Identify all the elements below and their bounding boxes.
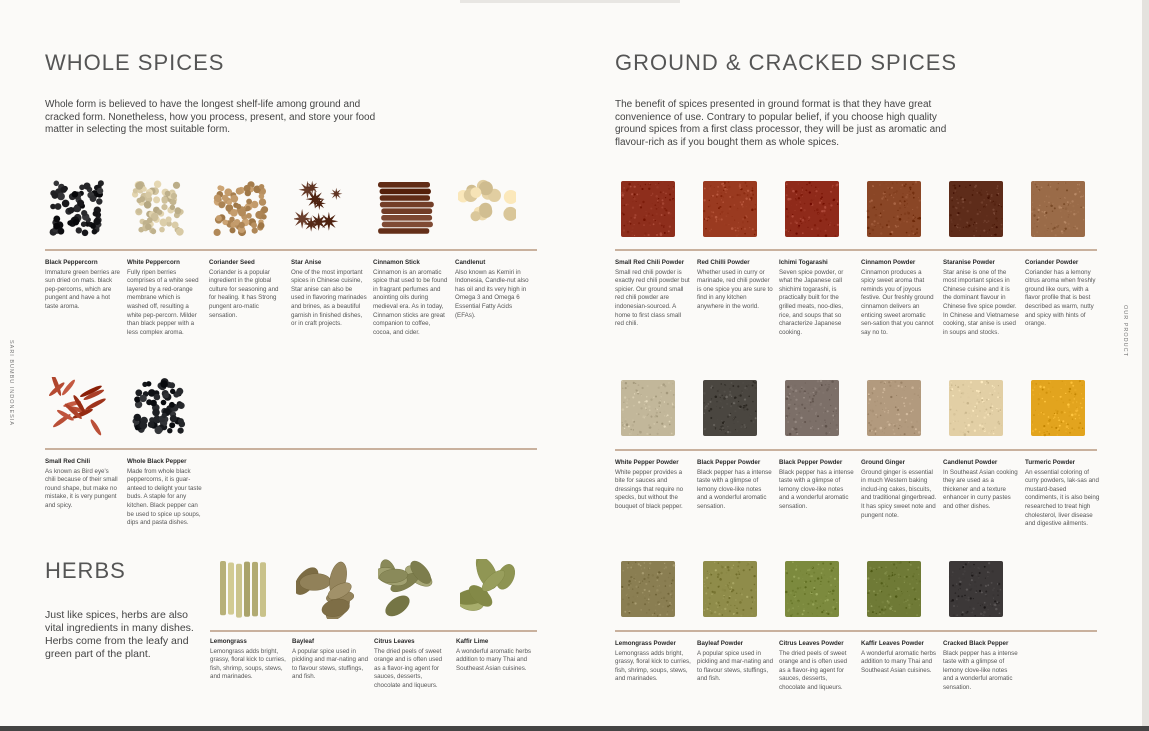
product-description: Lemongrass adds bright, grassy, floral kick to curries, fish, shrimp, soups, stews, and marinades.: [615, 649, 691, 683]
section-intro-herbs: Just like spices, herbs are also vital ingredients in many dishes. Herbs come from the leafy and green part of the plant.: [45, 609, 194, 660]
top-tab: [460, 0, 680, 3]
product-name: Turmeric Powder: [1025, 459, 1076, 466]
divider-whole-row1: [45, 249, 537, 251]
product-description: Cinnamon is an aromatic spice that used to be found in fragrant perfumes and anointing oils during medieval era. As in today, Cinnamon sticks are great companion to coffee, cocoa, and cider.: [373, 268, 448, 336]
cinnamon-stick-image: [376, 178, 434, 238]
bayleaf-caption: [292, 638, 368, 682]
turmeric-powder-image: [1029, 378, 1087, 438]
product-name: Small Red Chili Powder: [615, 259, 685, 266]
side-label-left: SARI BUMBU INDONESIA: [8, 340, 14, 427]
product-description: Cinnamon produces a spicy sweet aroma that reminds you of joyous festive. Our freshly ground cinnamon delivers an enticing sweet aromatic sen-sation that you cannot say no to.: [861, 268, 934, 336]
lemongrass-powder-caption: [615, 640, 691, 684]
product-name: Cinnamon Powder: [861, 259, 916, 266]
section-title-ground-spices: GROUND & CRACKED SPICES: [615, 50, 958, 75]
white-peppercorn-caption: [127, 259, 203, 337]
small-red-chili-powder-image: [619, 179, 677, 239]
product-description: Seven spice powder, or what the Japanese call shichimi togarashi, is practically built for the grilled meats, noo-dles, rice, and soups that so characterize Japanese cooking.: [779, 268, 844, 336]
white-pepper-powder-caption: [615, 459, 691, 512]
product-name: Ichimi Togarashi: [779, 259, 828, 266]
divider-ground-row2: [615, 449, 1097, 451]
coriander-powder-caption: [1025, 259, 1101, 329]
kaffir-lime-caption: [456, 638, 532, 673]
product-name: Citrus Leaves Powder: [779, 640, 844, 647]
product-description: Lemongrass adds bright, grassy, floral kick to curries, fish, shrimp, soups, stews, and marinades.: [210, 647, 286, 681]
product-description: Fully ripen berries comprises of a white seed layered by a red-orange membrane which is washed off, resulting a white pep-percorn. Milder than black pepper with a less complex aroma.: [127, 268, 199, 336]
small-red-chili-caption: [45, 458, 121, 511]
product-description: White pepper provides a bite for sauces and dressings that require no specks, but without the bouquet of black pepper.: [615, 468, 684, 510]
ground-ginger-caption: [861, 459, 937, 520]
cracked-black-pepper-caption: [943, 640, 1019, 693]
whole-black-pepper-image: [130, 377, 188, 437]
staranise-powder-caption: [943, 259, 1019, 337]
product-description: Immature green berries are sun dried on mats. black pep-percorns, which are pungent and have a hot taste aroma.: [45, 268, 120, 310]
cinnamon-powder-caption: [861, 259, 937, 337]
black-pepper-powder-2-caption: [779, 459, 855, 512]
black-pepper-powder-image: [701, 378, 759, 438]
product-name: Coriander Seed: [209, 259, 255, 266]
product-description: Coriander has a lemony citrus aroma when freshly ground like ours, with a flavor profile that is best described as warm, nutty and spicy with hints of orange.: [1025, 268, 1096, 328]
section-intro-whole-spices: Whole form is believed to have the longest shelf-life among ground and cracked form. Nonetheless, how you process, present, and store your food matter in selecting the most suitable form.: [45, 99, 376, 135]
product-name: Kaffir Lime: [456, 638, 489, 645]
citrus-leaves-powder-caption: [779, 640, 855, 693]
lemongrass-image: [214, 559, 272, 619]
product-description: Ground ginger is essential in much Western baking includ-ing cakes, biscuits, and traditional gingerbread. It has spicy sweet note and pungent note.: [861, 468, 937, 519]
black-peppercorn-image: [48, 178, 106, 238]
ground-ginger-image: [865, 378, 923, 438]
citrus-leaves-image: [378, 559, 436, 619]
product-description: A popular spice used in pickling and mar-nating and to flavour stews, stuffings, and fish.: [697, 649, 774, 683]
product-description: Black pepper has a intense taste with a glimpse of lemony clove-like notes and a wonderful aromatic sensation.: [943, 649, 1018, 691]
ichimi-togarashi-caption: [779, 259, 855, 337]
kaffir-leaves-powder-image: [865, 559, 923, 619]
product-description: Coriander is a popular ingredient in the global culture for seasoning and for healing. It has Strong pungent aro-matic sensation.: [209, 268, 279, 319]
product-name: Coriander Powder: [1025, 259, 1079, 266]
bayleaf-powder-caption: [697, 640, 773, 684]
product-description: An essential coloring of curry powders, lak-sas and mustard-based condiments, it is also being researched to treat high cholesterol, liver disease and digestive ailments.: [1025, 468, 1100, 528]
product-name: Whole Black Pepper: [127, 458, 187, 465]
small-red-chili-powder-caption: [615, 259, 691, 329]
candlenut-powder-caption: [943, 459, 1019, 512]
product-description: Black pepper has a intense taste with a glimpse of lemony clove-like notes and a wonderful aromatic sensation.: [779, 468, 854, 510]
star-anise-caption: [291, 259, 367, 329]
product-description: A wonderful aromatic herbs addition to many Thai and Southeast Asian cuisines.: [861, 649, 936, 674]
red-chilli-powder-caption: [697, 259, 773, 312]
product-name: Staranise Powder: [943, 259, 995, 266]
ichimi-togarashi-image: [783, 179, 841, 239]
coriander-seed-caption: [209, 259, 285, 320]
divider-ground-row3: [615, 630, 1097, 632]
product-description: Made from whole black peppercorns, it is guar-anteed to delight your taste buds. A staple for any kitchen. Black pepper can be used to spice up soups, dips and pasta dishes.: [127, 467, 202, 527]
product-name: Lemongrass: [210, 638, 247, 645]
candlenut-image: [458, 178, 516, 238]
side-label-right: OUR PRODUCT: [1122, 305, 1128, 357]
white-pepper-powder-image: [619, 378, 677, 438]
product-name: Black Pepper Powder: [779, 459, 843, 466]
divider-herbs: [210, 630, 537, 632]
citrus-leaves-caption: [374, 638, 450, 691]
product-name: White Pepper Powder: [615, 459, 679, 466]
black-pepper-powder-caption: [697, 459, 773, 512]
red-chilli-powder-image: [701, 179, 759, 239]
product-name: Star Anise: [291, 259, 322, 266]
bottom-bar: [0, 726, 1149, 731]
product-description: Black pepper has a intense taste with a glimpse of lemony clove-like notes and a wonderful aromatic sensation.: [697, 468, 772, 510]
whole-black-pepper-caption: [127, 458, 203, 528]
lemongrass-powder-image: [619, 559, 677, 619]
black-peppercorn-caption: [45, 259, 121, 312]
candlenut-caption: [455, 259, 531, 320]
product-description: In Southeast Asian cooking they are used as a thickener and a texture enhancer in curry pastes and other dishes.: [943, 468, 1018, 510]
bayleaf-powder-image: [701, 559, 759, 619]
product-description: The dried peels of sweet orange and is often used as a flavor-ing agent for sauces, desserts, chocolate and liqueurs.: [779, 649, 848, 691]
product-name: Black Pepper Powder: [697, 459, 761, 466]
cinnamon-stick-caption: [373, 259, 449, 337]
white-peppercorn-image: [130, 178, 188, 238]
product-description: Whether used in curry or marinade, red chili powder is one spice you are sure to find in any kitchen anywhere in the world.: [697, 268, 773, 310]
product-name: Small Red Chili: [45, 458, 91, 465]
product-name: Candlenut: [455, 259, 486, 266]
candlenut-powder-image: [947, 378, 1005, 438]
section-title-herbs: HERBS: [45, 558, 126, 583]
product-name: Lemongrass Powder: [615, 640, 676, 647]
product-name: White Peppercorn: [127, 259, 180, 266]
product-name: Bayleaf: [292, 638, 315, 645]
divider-whole-row2: [45, 448, 537, 450]
section-intro-ground-spices: The benefit of spices presented in ground format is that they have great convenience of use. Contrary to popular belief, if you choose high quality ground spices from a first class processor, they will be just as aromatic and flavour-rich as if you bought them as whole spices.: [615, 99, 947, 148]
product-name: Bayleaf Powder: [697, 640, 744, 647]
product-description: The dried peels of sweet orange and is often used as a flavor-ing agent for sauces, desserts, chocolate and liqueurs.: [374, 647, 443, 689]
product-description: A popular spice used in pickling and mar-nating and to flavour stews, stuffings, and fish.: [292, 647, 369, 681]
product-description: Star anise is one of the most important spices in Chinese cuisine and it is the dominant flavour in Chinese five spice powder. In Chinese and Vietnamese cooking, star anise is used in soups and stocks.: [943, 268, 1019, 336]
black-pepper-powder-2-image: [783, 378, 841, 438]
product-name: Black Peppercorn: [45, 259, 98, 266]
product-name: Red Chilli Powder: [697, 259, 750, 266]
bayleaf-image: [296, 559, 354, 619]
section-title-whole-spices: WHOLE SPICES: [45, 50, 225, 75]
product-name: Cinnamon Stick: [373, 259, 420, 266]
product-description: Small red chili powder is exactly red chili powder but spicier. Our ground small red chili powder are indonesian-sourced. A home to first class small red chili.: [615, 268, 690, 328]
product-name: Kaffir Leaves Powder: [861, 640, 924, 647]
product-name: Ground Ginger: [861, 459, 905, 466]
product-description: As known as Bird eye's chili because of their small round shape, but make no mistake, it is very pungent and spicy.: [45, 467, 118, 509]
coriander-seed-image: [212, 178, 270, 238]
divider-ground-row1: [615, 249, 1097, 251]
kaffir-lime-image: [460, 559, 518, 619]
product-description: A wonderful aromatic herbs addition to many Thai and Southeast Asian cuisines.: [456, 647, 531, 672]
product-name: Candlenut Powder: [943, 459, 998, 466]
cracked-black-pepper-image: [947, 559, 1005, 619]
kaffir-leaves-powder-caption: [861, 640, 937, 675]
coriander-powder-image: [1029, 179, 1087, 239]
product-name: Citrus Leaves: [374, 638, 415, 645]
citrus-leaves-powder-image: [783, 559, 841, 619]
staranise-powder-image: [947, 179, 1005, 239]
star-anise-image: [294, 178, 352, 238]
small-red-chili-image: [48, 377, 106, 437]
lemongrass-caption: [210, 638, 286, 682]
product-name: Cracked Black Pepper: [943, 640, 1009, 647]
page-edge: [1142, 0, 1149, 726]
product-description: One of the most important spices in Chinese cuisine, Star anise can also be used in flavoring marinades and brines, as a beautiful garnish in finished dishes, or in craft projects.: [291, 268, 367, 328]
turmeric-powder-caption: [1025, 459, 1101, 529]
product-description: Also known as Kemiri in Indonesia, Candle-nut also has oil and its very high in Omega 3 and Omega 6 Essential Fatty Acids (EFAs).: [455, 268, 529, 319]
cinnamon-powder-image: [865, 179, 923, 239]
